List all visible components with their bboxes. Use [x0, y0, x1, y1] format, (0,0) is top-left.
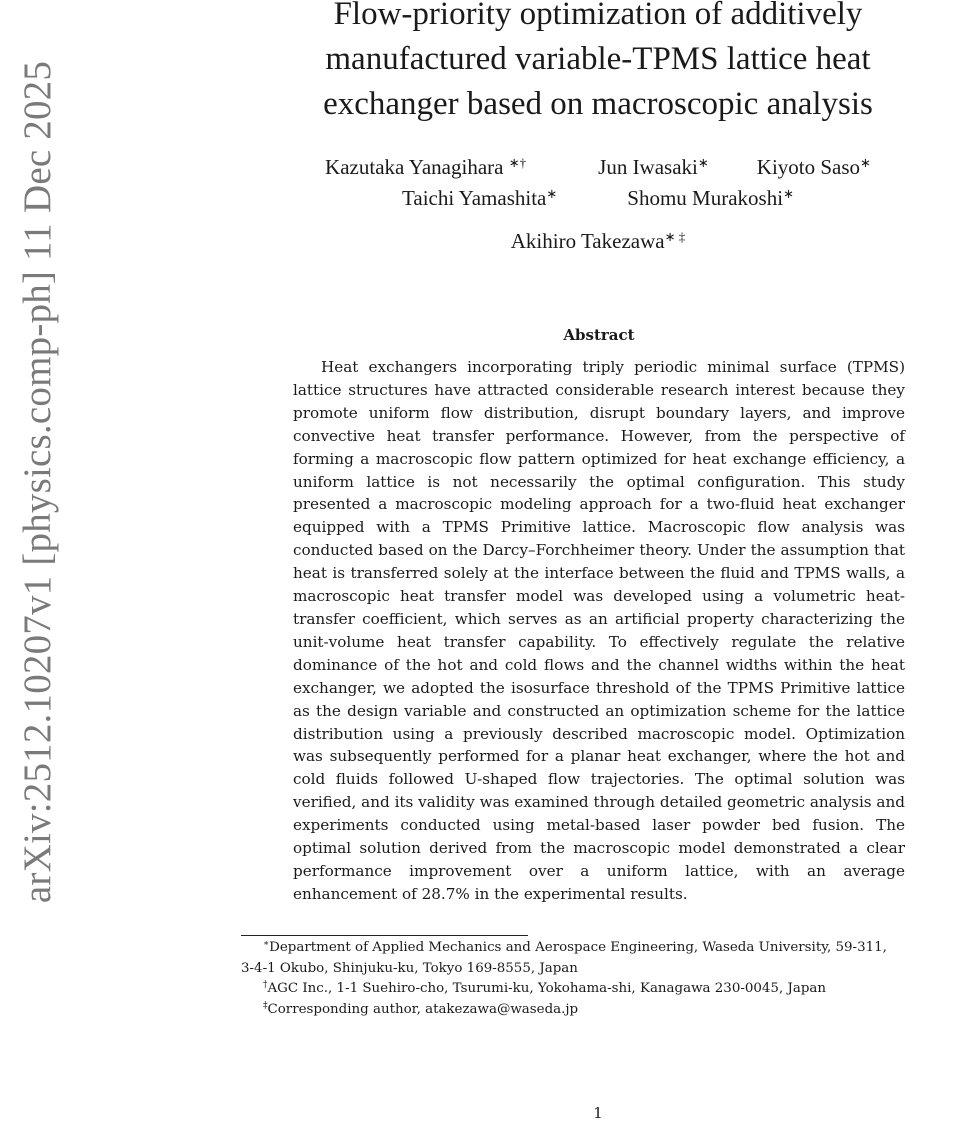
- footnote-text: Department of Applied Mechanics and Aerospace Engineering, Waseda University, 59-311,: [269, 940, 887, 955]
- author: [627, 185, 794, 211]
- footnote-text: Corresponding author, atakezawa@waseda.jp: [267, 1001, 579, 1017]
- author-list-row-3: [250, 228, 946, 254]
- author-affiliation-marks: ∗: [783, 186, 794, 201]
- author-affiliation-marks: ∗: [860, 155, 871, 170]
- footnote-mark: †: [263, 980, 268, 991]
- footnote: [241, 979, 956, 1000]
- footnote-rule: [241, 935, 528, 936]
- author-affiliation-marks: ∗: [546, 186, 558, 201]
- author: [325, 154, 526, 180]
- author: [402, 185, 557, 211]
- author-name: Akihiro Takezawa: [510, 229, 665, 253]
- footnote-continuation: [241, 959, 956, 980]
- footnote-text: 3-4-1 Okubo, Shinjuku-ku, Tokyo 169-8555, Japan: [241, 960, 578, 976]
- title-line-3: exchanger based on macroscopic analysis: [323, 86, 873, 122]
- arxiv-identifier: arXiv:2512.10207v1 [physics.comp-ph] 11 Dec 2025: [16, 60, 59, 904]
- author-affiliation-marks: ∗†: [508, 155, 527, 170]
- author: [757, 154, 871, 180]
- title-line-2: manufactured variable-TPMS lattice heat: [325, 41, 871, 77]
- footnote-mark: ‡: [263, 1000, 268, 1011]
- author-list: [250, 154, 946, 180]
- author-name: Kazutaka Yanagihara: [325, 155, 504, 179]
- footnote: [241, 1000, 956, 1021]
- author-name: Shomu Murakoshi: [627, 186, 784, 210]
- author-affiliation-marks: ∗: [697, 155, 709, 170]
- author-affiliation-marks: ∗ ‡: [664, 229, 686, 244]
- footnotes: [241, 938, 956, 1020]
- author: [598, 154, 709, 180]
- footnote-text: AGC Inc., 1-1 Suehiro-cho, Tsurumi-ku, Yokohama-shi, Kanagawa 230-0045, Japan: [267, 981, 826, 997]
- page-number: 1: [593, 1104, 603, 1122]
- title-line-1: Flow-priority optimization of additively: [333, 0, 863, 32]
- author-list-row-2: [250, 185, 946, 211]
- author-name: Taichi Yamashita: [402, 186, 547, 210]
- footnote: [241, 938, 956, 959]
- footnote-mark: ∗: [263, 939, 270, 949]
- paper-title: [250, 0, 946, 127]
- abstract-heading: Abstract: [563, 326, 635, 344]
- author-name: Jun Iwasaki: [598, 155, 698, 179]
- abstract-body: Heat exchangers incorporating triply periodic minimal surface (TPMS) lattice structures have attracted considerable research interest because they promote uniform flow distribution, disrupt boundary layers, and improve convective heat transfer performance. However, from the perspective of forming a macroscopic flow pattern optimized for heat exchange efficiency, a uniform lattice is not necessarily the optimal configuration. This study presented a macroscopic modeling approach for a two-fluid heat exchanger equipped with a TPMS Primitive lattice. Macroscopic flow analysis was conducted based on the Darcy–Forchheimer theory. Under the assumption that heat is transferred solely at the interface between the fluid and TPMS walls, a macroscopic heat transfer model was developed using a volumetric heat-transfer coefficient, which serves as an artificial property characterizing the unit-volume heat transfer capability. To effectively regulate the relative dominance of the hot and cold flows and the channel widths within the heat exchanger, we adopted the isosurface threshold of the TPMS Primitive lattice as the design variable and constructed an optimization scheme for the lattice distribution using a previously described macroscopic model. Optimization was subsequently performed for a planar heat exchanger, where the hot and cold fluids followed U-shaped flow trajectories. The optimal solution was verified, and its validity was examined through detailed geometric analysis and experiments conducted using metal-based laser powder bed fusion. The optimal solution derived from the macroscopic model demonstrated a clear performance improvement over a uniform lattice, with an average enhancement of 28.7% in the experimental results.: [293, 358, 905, 903]
- author-name: Kiyoto Saso: [756, 155, 861, 179]
- author: [511, 228, 686, 254]
